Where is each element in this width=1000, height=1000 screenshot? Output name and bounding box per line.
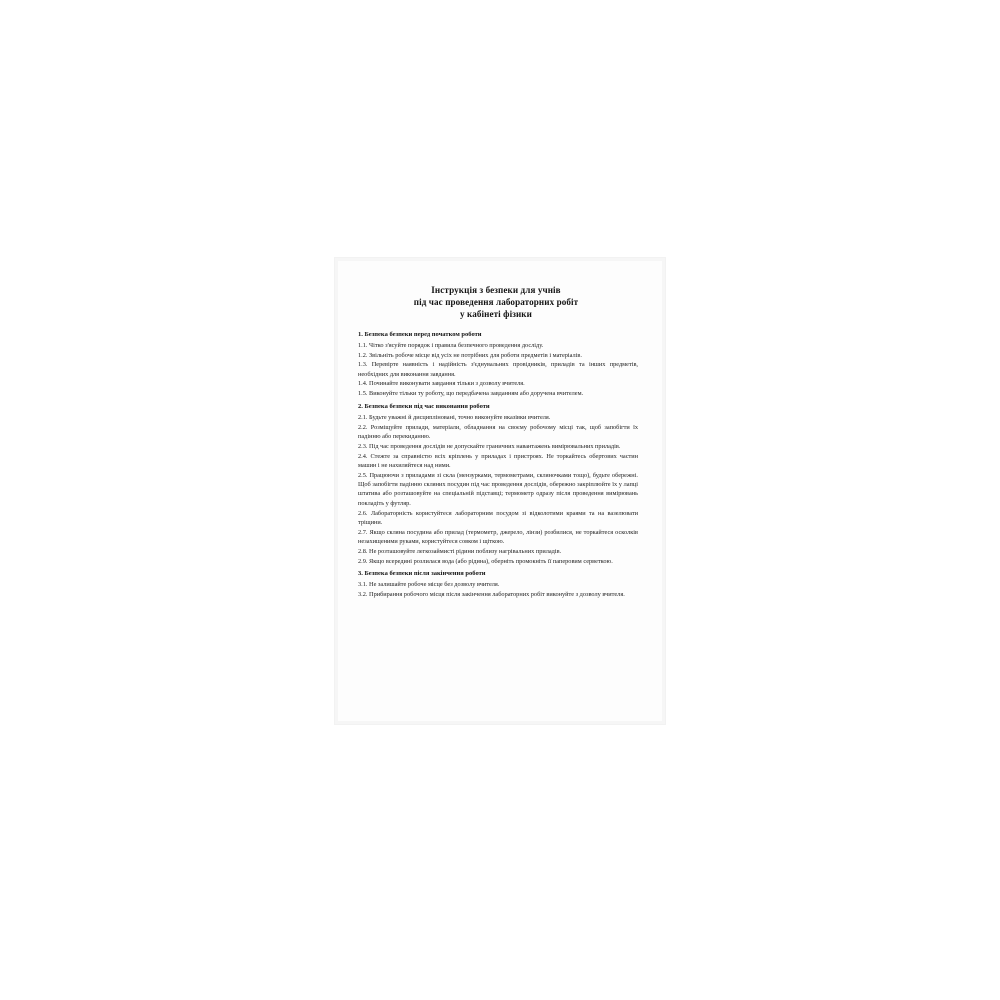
section-item: 2.1. Будьте уважні й дисципліновані, точно виконуйте вказівки вчителя.	[358, 414, 551, 422]
section-item: 2.9. Якщо всередині розлилася вода (або рідина), оберніть промокніть її паперовим серветкою.	[358, 557, 613, 565]
section-item: 1.3. Перевірте наявність і надійність з'єднувальних провідників, приладів та інших предметів, необхідних для виконання завдання.	[358, 361, 638, 378]
section-heading: 3. Безпека безпеки після закінчення роботи	[358, 570, 486, 578]
section-item: 3.2. Прибирання робочого місця після закінчення лабораторних робіт виконуйте з дозволу вчителя.	[358, 591, 625, 599]
document-body	[354, 284, 638, 704]
section-item: 2.4. Стежте за справністю всіх кріплень у приладах і пристроях. Не торкайтесь обертових частин машин і не нахиляйтеся над ними.	[358, 452, 638, 470]
section-item: 2.8. Не розташовуйте легкозаймисті рідини поблизу нагрівальних приладів.	[358, 547, 562, 555]
sheet-edge-left	[335, 258, 338, 724]
section-item: 1.1. Чітко з'ясуйте порядок і правила безпечного проведення досліду.	[358, 341, 544, 349]
section-item: 2.7. Якщо скляна посудина або прилад (термометр, джерело, лінзи) розбилися, не торкайтеся осколків незахищеними руками, користуйтеся совком і щіткою.	[358, 528, 638, 545]
section-item: 2.3. Під час проведення дослідів не допускайте граничних навантажень вимірювальних приладів.	[358, 442, 621, 450]
section-item: 2.2. Розміщуйте прилади, матеріали, обладнання на своєму робочому місці так, щоб запобігти їх падінню або перекиданню.	[358, 423, 638, 441]
sheet-edge-right	[662, 258, 665, 724]
document-title-line-2: під час проведення лабораторних робіт	[413, 297, 579, 308]
section-item: 2.5. Працюючи з приладами зі скла (мензурками, термометрами, скляночками тощо), будьте обережні. Щоб запобігти падінню скляних посудин під час проведення дослідів, обережно закріплюйте їх у лапці штатива або розташовуйте на спеціальній підставці; термометр одразу після проведення вимірювань покладіть у футляр.	[358, 471, 638, 507]
section-item: 3.1. Не залишайте робоче місце без дозволу вчителя.	[358, 581, 500, 589]
sheet-edge-bottom	[335, 721, 665, 724]
section-item: 1.5. Виконуйте тільки ту роботу, що передбачена завданням або доручена вчителем.	[358, 390, 584, 398]
document-title	[354, 284, 638, 321]
section-heading: 2. Безпека безпеки під час виконання роботи	[358, 402, 490, 410]
section-heading: 1. Безпека безпеки перед початком роботи	[358, 330, 482, 338]
document-title-line-1: Інструкція з безпеки для учнів	[431, 285, 561, 295]
sheet-edge-top	[335, 258, 665, 261]
section-item: 2.6. Лабораторність користуйтеся лабораторним посудом зі відколотими краями та на вазелювати тріщини.	[358, 509, 638, 526]
document-title-line-3: у кабінеті фізики	[460, 309, 532, 320]
section-item: 1.2. Звільніть робоче місце від усіх не потрібних для роботи предметів і матеріалів.	[358, 351, 582, 359]
document-sheet	[335, 258, 665, 724]
section-item: 1.4. Починайте виконувати завдання тільки з дозволу вчителя.	[358, 380, 525, 388]
